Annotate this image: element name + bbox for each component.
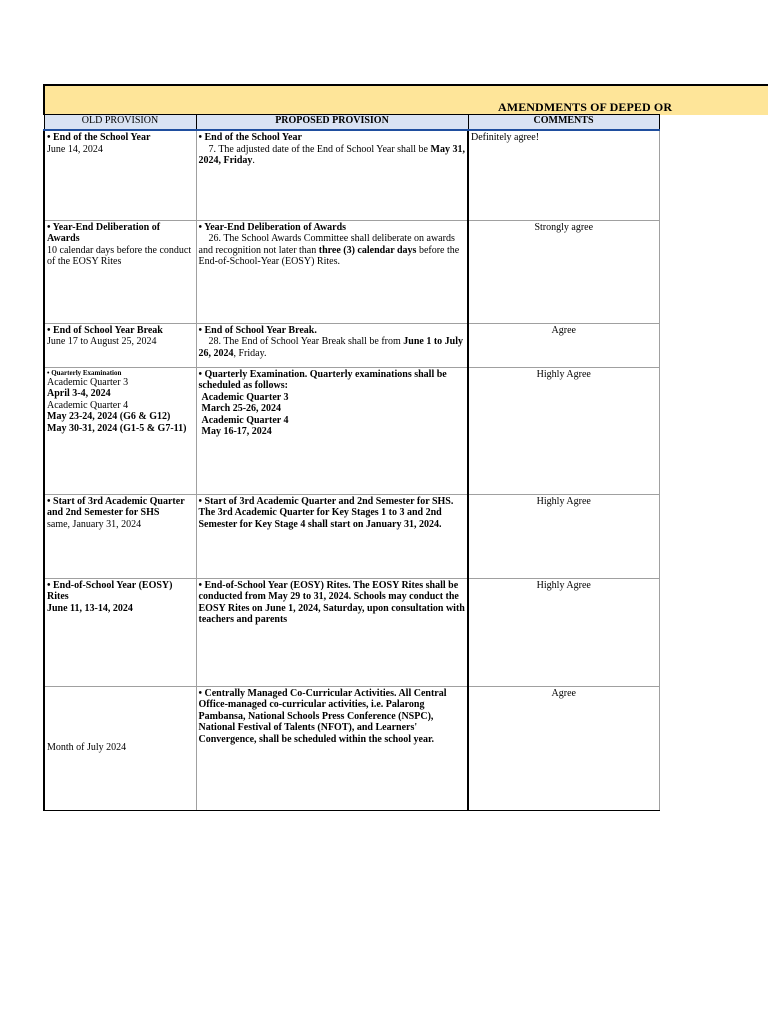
comment-text: Agree <box>551 687 576 699</box>
old-quarter-4-label: Academic Quarter 4 <box>47 399 129 411</box>
comment-cell <box>468 367 659 494</box>
table-row <box>44 220 659 323</box>
amendments-table <box>43 114 660 811</box>
old-provision-title: • End of School Year Break <box>47 324 163 336</box>
old-provision-cell <box>44 578 196 686</box>
old-quarter-4-date-b: May 30-31, 2024 (G1-5 & G7-11) <box>47 422 187 434</box>
proposed-provision-title: • Year-End Deliberation of Awards <box>198 221 347 233</box>
provision-text-bold: June 1 to July 26, 2024 <box>198 336 464 359</box>
proposed-provision-cell <box>196 578 468 686</box>
new-quarter-3-date: March 25-26, 2024 <box>201 403 282 414</box>
column-header-proposed: PROPOSED PROVISION <box>196 115 468 131</box>
proposed-provision-title: • End of the School Year <box>198 132 302 143</box>
old-provision-value: Month of July 2024 <box>47 742 127 754</box>
proposed-provision-text-2: scheduled as follows: <box>198 380 288 391</box>
header-band <box>43 84 768 115</box>
provision-text-bold: May 31, 2024, Friday <box>198 143 465 166</box>
table-row <box>44 367 659 494</box>
provision-text-bold: three (3) calendar days <box>318 244 417 256</box>
proposed-provision-text: • Start of 3rd Academic Quarter and 2nd Semester for SHS. The 3rd Academic Quarter for Key Stages 1 to 3 and 2nd Semester for Key Stage 4 shall start on January 31, 2024. <box>198 495 454 530</box>
document-title: AMENDMENTS OF DEPED OR <box>498 100 673 114</box>
old-provision-value: June 11, 13-14, 2024 <box>47 602 133 614</box>
old-quarter-4-date-a: May 23-24, 2024 (G6 & G12) <box>47 411 171 422</box>
old-provision-value: June 14, 2024 <box>47 143 103 155</box>
comment-cell <box>468 578 659 686</box>
provision-number: 26. <box>208 233 221 244</box>
provision-text: The adjusted date of the End of School Year shall be <box>216 143 431 155</box>
provision-text-end: , Friday. <box>233 347 267 359</box>
table-row <box>44 494 659 578</box>
proposed-provision-text: • Centrally Managed Co-Curricular Activities. All Central Office-managed co-curricular activities, i.e. Palarong Pambansa, National Schools Press Conference (NSPC), National Festival of Talents (NFOT), and Learners' Convergence, shall be scheduled within the school year. <box>198 687 447 745</box>
comment-cell <box>468 686 659 810</box>
proposed-provision-cell <box>196 686 468 810</box>
comment-text: Strongly agree <box>534 221 594 233</box>
old-provision-title: • Start of 3rd Academic Quarter and 2nd Semester for SHS <box>47 495 185 518</box>
table-row <box>44 686 659 810</box>
provision-text: The End of School Year Break shall be from <box>221 336 404 347</box>
old-provision-value: same, January 31, 2024 <box>47 518 142 530</box>
comment-cell <box>468 130 659 220</box>
proposed-provision-cell <box>196 323 468 367</box>
new-quarter-3-label: Academic Quarter 3 <box>201 391 289 403</box>
comment-cell <box>468 494 659 578</box>
column-header-old: OLD PROVISION <box>44 115 196 131</box>
comment-text: Highly Agree <box>536 368 591 380</box>
title-period: . <box>314 324 317 336</box>
proposed-provision-text: • Quarterly Examination. Quarterly examinations shall be <box>198 368 447 380</box>
proposed-provision-text: • End-of-School Year (EOSY) Rites. The EOSY Rites shall be conducted from May 29 to 31, 2024. Schools may conduct the EOSY Rites on June 1, 2024, Saturday, upon consultation with teachers and parents <box>198 579 465 625</box>
comment-text: Highly Agree <box>536 495 591 507</box>
comment-cell <box>468 323 659 367</box>
provision-text-end: before the End-of-School-Year (EOSY) Rites. <box>198 244 460 267</box>
new-quarter-4-date: May 16-17, 2024 <box>201 426 272 437</box>
provision-number: 7. <box>208 143 216 155</box>
comment-text: Highly Agree <box>536 579 591 591</box>
old-provision-title: • End of the School Year <box>47 132 151 143</box>
provision-text: The School Awards Committee shall deliberate on awards and recognition not later than <box>198 233 455 256</box>
proposed-provision-title: • End of School Year Break <box>198 324 315 336</box>
proposed-provision-cell <box>196 367 468 494</box>
old-quarter-3-date: April 3-4, 2024 <box>47 388 111 399</box>
old-provision-cell <box>44 686 196 810</box>
table-header-row <box>44 115 659 131</box>
proposed-provision-cell <box>196 220 468 323</box>
column-header-comments: COMMENTS <box>468 115 659 131</box>
old-quarter-3-label: Academic Quarter 3 <box>47 376 129 388</box>
new-quarter-4-label: Academic Quarter 4 <box>201 414 289 426</box>
comment-cell <box>468 220 659 323</box>
old-provision-cell <box>44 367 196 494</box>
old-provision-cell <box>44 220 196 323</box>
old-provision-title: • Year-End Deliberation of Awards <box>47 221 161 244</box>
old-provision-value: 10 calendar days before the conduct of the EOSY Rites <box>47 244 192 267</box>
table-row <box>44 578 659 686</box>
comment-text: Agree <box>551 324 576 336</box>
old-provision-cell <box>44 494 196 578</box>
old-provision-title: • Quarterly Examination <box>47 368 122 377</box>
old-provision-cell <box>44 130 196 220</box>
provision-text-end: . <box>252 155 255 166</box>
provision-number: 28. <box>208 336 221 347</box>
table-row <box>44 323 659 367</box>
table-row <box>44 130 659 220</box>
old-provision-title: • End-of-School Year (EOSY) Rites <box>47 579 173 602</box>
old-provision-value: June 17 to August 25, 2024 <box>47 336 157 347</box>
old-provision-cell <box>44 323 196 367</box>
comment-text: Definitely agree! <box>471 132 540 143</box>
proposed-provision-cell <box>196 130 468 220</box>
proposed-provision-cell <box>196 494 468 578</box>
